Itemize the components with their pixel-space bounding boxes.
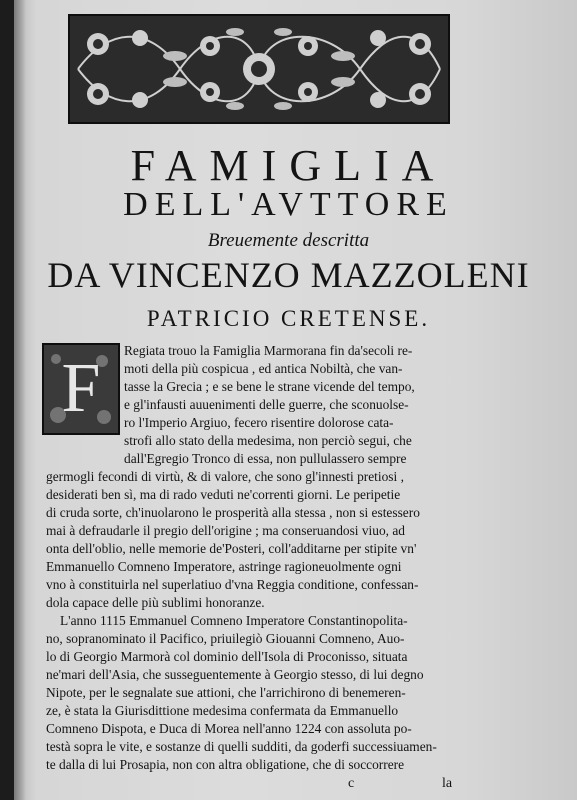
floral-headpiece-icon xyxy=(68,14,450,124)
text-line: tasse la Grecia ; e se bene le strane vicende del tempo, xyxy=(124,379,415,394)
catchword: la xyxy=(442,776,453,791)
text-line: di cruda sorte, ch'inuolarono le prosperità alla stessa , non si estessero xyxy=(46,505,420,520)
book-page xyxy=(14,0,577,800)
text-line: ro l'Imperio Argiuo, fecero risentire dolorose cata- xyxy=(124,415,394,430)
text-line: dola capace delle più sublimi honoranze. xyxy=(46,595,265,610)
text-line: te dalla di lui Prosapia, non con altra obligatione, che di soccorrere xyxy=(46,757,405,772)
text-line: dall'Egregio Tronco di essa, non pullulassero sempre xyxy=(124,451,407,466)
text-line: strofi allo stato della medesima, non perciò segui, che xyxy=(124,433,412,448)
text-line: ne'mari dell'Asia, che susseguentemente à Georgio stesso, di lui degno xyxy=(46,667,424,682)
text-line: no, sopranominato il Pacifico, priuilegiò Giouanni Comneno, Auo- xyxy=(46,631,405,646)
text-line: testà sopra le vite, e sostanze di quelli sudditi, da goderfi successiuamen- xyxy=(46,739,437,754)
ornate-initial-f-icon xyxy=(42,343,120,435)
text-line: Comneno Dispota, e Duca di Morea nell'anno 1224 con assoluta po- xyxy=(46,721,412,736)
text-line: germogli fecondi di virtù, & di valore, che sono gl'innesti pretiosi , xyxy=(46,469,404,484)
page-gutter-shadow xyxy=(14,0,26,800)
text-line: desiderati ben sì, ma di rado veduti ne'correnti giorni. Le peripetie xyxy=(46,487,401,502)
text-line: vno à constituirla nel superlatiuo d'vna Reggia conditione, confessan- xyxy=(46,577,419,592)
text-line: mai à defraudarle il pregio dell'origine ; ma conseruandosi viuo, ad xyxy=(46,523,406,538)
text-line: moti della più cospicua , ed antica Nobiltà, che van- xyxy=(124,361,403,376)
subtitle: Breuemente descritta xyxy=(207,230,370,251)
title-famiglia: FAMIGLIA xyxy=(130,141,447,190)
text-line: e gl'infausti auuenimenti delle guerre, che sconuolse- xyxy=(124,397,409,412)
text-line: Nipote, per le segnalate sue attioni, che l'arrichirono di benemeren- xyxy=(46,685,406,700)
title-dell-auttore: DELL'AVTTORE xyxy=(123,186,454,223)
text-line: L'anno 1115 Emmanuel Comneno Imperatore Constantinopolita- xyxy=(60,613,408,628)
dropcap-letter: F xyxy=(61,350,101,427)
signature-mark: c xyxy=(348,776,355,791)
author-title: PATRICIO CRETENSE. xyxy=(146,306,431,331)
text-line: ze, è stata la Giurisdittione medesima confermata da Emmanuello xyxy=(46,703,399,718)
author-name: DA VINCENZO MAZZOLENI xyxy=(47,255,530,295)
text-line: Regiata trouo la Famiglia Marmorana fin da'secoli re- xyxy=(124,343,413,358)
text-line: onta dell'oblio, nelle memorie de'Posteri, coll'additarne per stipite vn' xyxy=(46,541,417,556)
text-line: Emmanuello Comneno Imperatore, astringe ragioneuolmente ogni xyxy=(46,559,402,574)
text-line: lo di Georgio Marmorà col dominio dell'Isola di Proconisso, situata xyxy=(46,649,408,664)
